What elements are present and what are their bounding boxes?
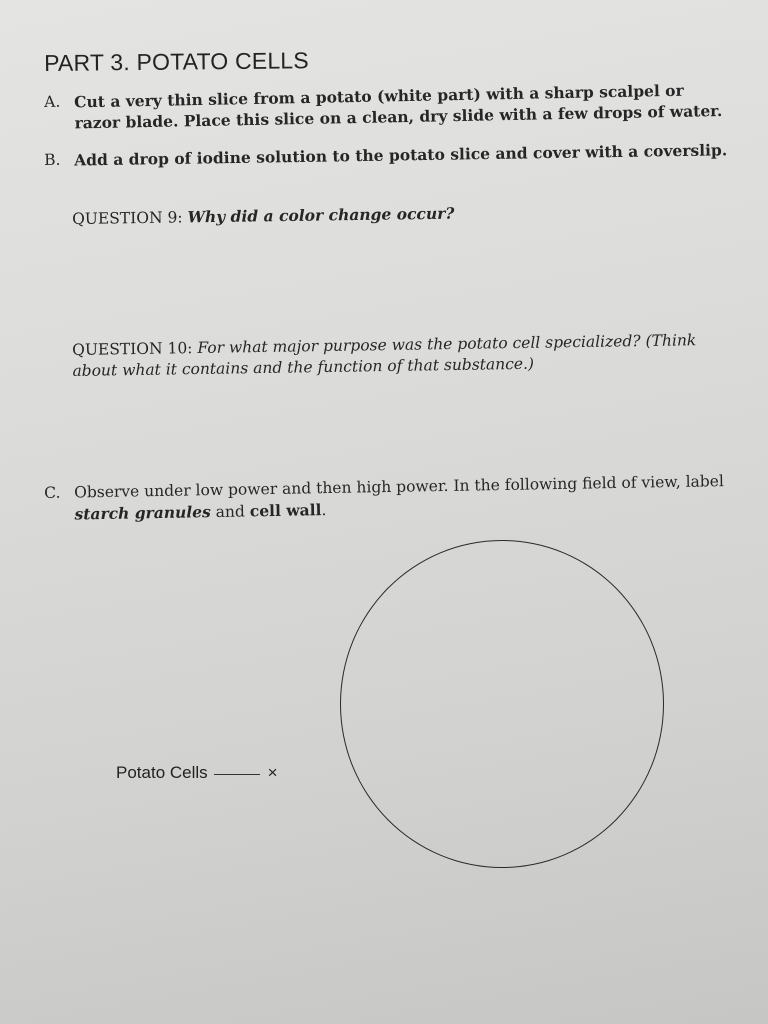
step-c-marker: C. bbox=[44, 483, 61, 502]
step-b-text: Add a drop of iodine solution to the potato slice and cover with a coverslip. bbox=[74, 140, 728, 170]
magnification-symbol: × bbox=[267, 763, 278, 782]
step-b-marker: B. bbox=[44, 150, 61, 169]
magnification-blank-line bbox=[214, 774, 260, 775]
question-9 bbox=[72, 199, 732, 230]
step-a-marker: A. bbox=[44, 92, 61, 111]
question-10 bbox=[72, 330, 733, 382]
figure-caption bbox=[116, 763, 278, 783]
question-9-label: QUESTION 9: bbox=[72, 208, 183, 228]
question-10-label: QUESTION 10: bbox=[72, 339, 193, 359]
step-c-text-part-1: Observe under low power and then high power. In the following field of view, label bbox=[74, 472, 725, 502]
step-b bbox=[44, 139, 734, 171]
step-c-term-cell-wall: cell wall bbox=[249, 500, 322, 521]
step-c bbox=[44, 471, 735, 526]
step-a bbox=[44, 79, 735, 134]
question-9-text: Why did a color change occur? bbox=[187, 203, 455, 227]
figure-caption-label: Potato Cells bbox=[116, 763, 208, 782]
field-of-view-circle bbox=[340, 540, 664, 868]
step-c-term-starch-granules: starch granules bbox=[74, 502, 211, 524]
step-c-text bbox=[74, 471, 735, 526]
step-a-text: Cut a very thin slice from a potato (white part) with a sharp scalpel or razor blade. Place this slice on a clean, dry slide with a few drops of water. bbox=[74, 80, 723, 133]
part-title: PART 3. POTATO CELLS bbox=[44, 47, 310, 76]
question-10-text: For what major purpose was the potato cell specialized? (Think about what it contains and the function of that substance.) bbox=[72, 331, 697, 380]
step-c-text-part-3: . bbox=[321, 501, 327, 520]
step-c-text-part-2: and bbox=[210, 502, 250, 522]
